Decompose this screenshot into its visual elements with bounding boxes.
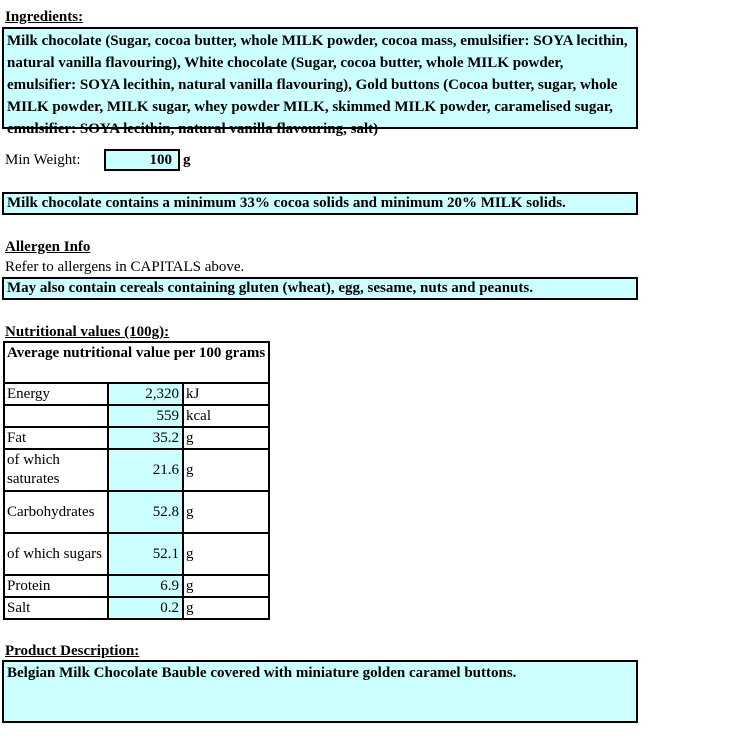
row-value: 6.9 bbox=[108, 575, 183, 597]
row-label: of which sugars bbox=[4, 533, 108, 575]
row-unit: g bbox=[183, 427, 269, 449]
nutrition-heading: Nutritional values (100g): bbox=[5, 324, 170, 340]
table-row bbox=[4, 491, 269, 533]
table-row bbox=[4, 597, 269, 619]
nutrition-table bbox=[3, 341, 270, 620]
row-label: Fat bbox=[4, 427, 108, 449]
ingredients-text-box: Milk chocolate (Sugar, cocoa butter, whole MILK powder, cocoa mass, emulsifier: SOYA lecithin, natural vanilla flavouring), White chocolate (Sugar, cocoa butter, whole MILK powder, emulsifier: SOYA lecithin, natural vanilla flavouring), Gold buttons (Cocoa butter, sugar, whole MILK powder, MILK sugar, whey powder MILK, skimmed MILK powder, caramelised sugar, emulsifier: SOYA lecithin, natural vanilla flavouring, salt) bbox=[2, 27, 638, 129]
may-contain-box: May also contain cereals containing gluten (wheat), egg, sesame, nuts and peanuts. bbox=[2, 277, 638, 300]
nutrition-table-header: Average nutritional value per 100 grams bbox=[4, 342, 269, 383]
row-unit: g bbox=[183, 449, 269, 491]
row-value: 2,320 bbox=[108, 383, 183, 405]
row-value: 0.2 bbox=[108, 597, 183, 619]
table-row bbox=[4, 533, 269, 575]
allergen-refer-text: Refer to allergens in CAPITALS above. bbox=[5, 259, 245, 275]
row-unit: g bbox=[183, 533, 269, 575]
row-label bbox=[4, 405, 108, 427]
row-unit: g bbox=[183, 491, 269, 533]
row-value: 35.2 bbox=[108, 427, 183, 449]
product-description-box: Belgian Milk Chocolate Bauble covered with miniature golden caramel buttons. bbox=[2, 660, 638, 723]
row-value: 21.6 bbox=[108, 449, 183, 491]
row-label: Carbohydrates bbox=[4, 491, 108, 533]
row-label: Energy bbox=[4, 383, 108, 405]
row-unit: g bbox=[183, 597, 269, 619]
table-row bbox=[4, 383, 269, 405]
nutrition-table-header-row bbox=[4, 342, 269, 383]
row-unit: kJ bbox=[183, 383, 269, 405]
row-value: 52.1 bbox=[108, 533, 183, 575]
row-value: 559 bbox=[108, 405, 183, 427]
row-unit: g bbox=[183, 575, 269, 597]
ingredients-heading: Ingredients: bbox=[5, 9, 84, 25]
min-weight-unit: g bbox=[183, 152, 191, 168]
row-value: 52.8 bbox=[108, 491, 183, 533]
row-label: Salt bbox=[4, 597, 108, 619]
table-row bbox=[4, 427, 269, 449]
allergen-heading: Allergen Info bbox=[5, 239, 91, 255]
table-row bbox=[4, 575, 269, 597]
cocoa-note-box: Milk chocolate contains a minimum 33% cocoa solids and minimum 20% MILK solids. bbox=[2, 192, 638, 215]
min-weight-value: 100 bbox=[104, 149, 180, 171]
product-description-heading: Product Description: bbox=[5, 643, 140, 659]
table-row bbox=[4, 449, 269, 491]
row-label: Protein bbox=[4, 575, 108, 597]
row-label: of which saturates bbox=[4, 449, 108, 491]
table-row bbox=[4, 405, 269, 427]
min-weight-label: Min Weight: bbox=[5, 152, 81, 168]
row-unit: kcal bbox=[183, 405, 269, 427]
